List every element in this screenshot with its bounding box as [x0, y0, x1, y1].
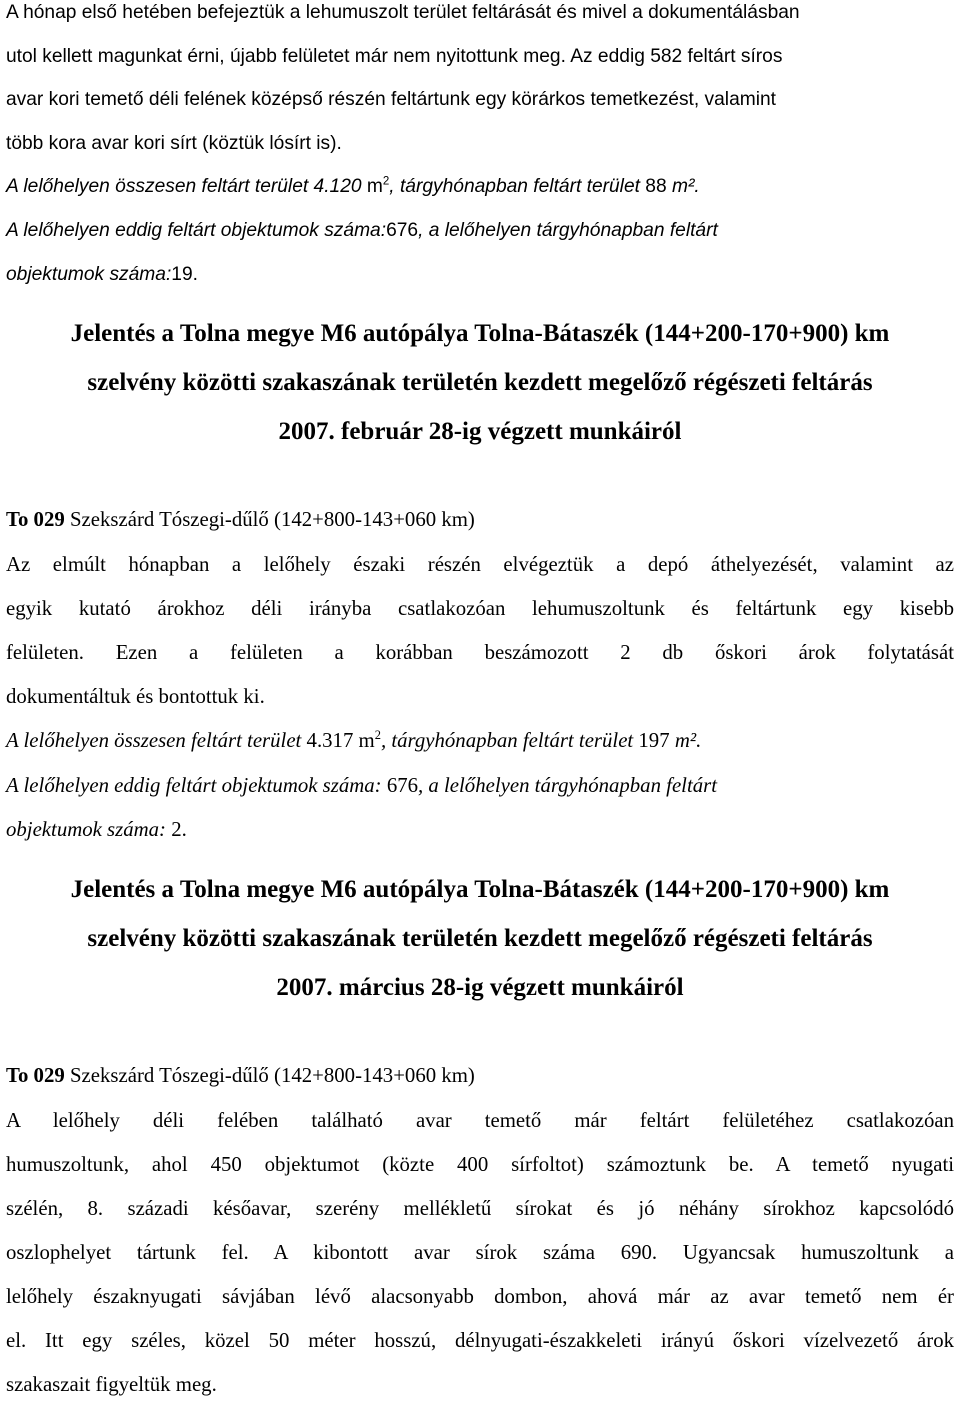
report-heading-line: szelvény közötti szakaszának területén kezdett megelőző régészeti feltárás — [87, 369, 873, 396]
text-line: Az elmúlt hónapban a lelőhely északi részén elvégeztük a depó áthelyezését, valamint az — [6, 553, 954, 576]
area-summary: A lelőhelyen összesen feltárt terület 4.317 $m^2$, tárgyhónapban feltárt terület 197 m². — [6, 728, 702, 752]
text-line: lelőhely északnyugati sávjában lévő alacsonyabb dombon, ahová már az avar temető nem ér — [6, 1285, 954, 1308]
text-line: humuszoltunk, ahol 450 objektumot (közte 400 sírfoltot) számoztunk be. A temető nyugati — [6, 1153, 954, 1176]
site-code: To 029 — [6, 1064, 65, 1087]
area-month-label: , tárgyhónapban feltárt terület — [389, 176, 640, 197]
text-line: A lelőhely déli felében található avar temető már feltárt felületéhez csatlakozóan — [6, 1109, 954, 1132]
text-line: szakaszait figyeltük meg. — [6, 1373, 217, 1396]
objects-month: 19 — [171, 264, 193, 285]
text-line: dokumentáltuk és bontottuk ki. — [6, 685, 265, 708]
report-heading-line: 2007. március 28-ig végzett munkáiról — [276, 974, 684, 1001]
report-heading-line: 2007. február 28-ig végzett munkáiról — [278, 418, 682, 445]
text-line: egyik kutató árokhoz déli irányba csatlakozóan lehumuszoltunk és feltártunk egy kisebb — [6, 597, 954, 620]
area-label: A lelőhelyen összesen feltárt terület 4.120 — [6, 176, 362, 197]
report-heading-line: Jelentés a Tolna megye M6 autópálya Tolna-Bátaszék (144+200-170+900) km — [70, 876, 890, 903]
site-name: Szekszárd Tószegi-dűlő (142+800-143+060 km) — [69, 1064, 475, 1087]
area-unit: $m^2$ — [366, 175, 390, 197]
objects-summary: A lelőhelyen eddig feltárt objektumok száma: 676, a lelőhelyen tárgyhónapban feltárt — [6, 774, 718, 797]
text-line: el. Itt egy széles, közel 50 méter hosszú, délnyugati-északkeleti irányú őskori vízelvezető árok — [6, 1329, 954, 1352]
area-unit: $m^2$ — [358, 728, 381, 752]
report-heading-line: szelvény közötti szakaszának területén kezdett megelőző régészeti feltárás — [87, 925, 873, 952]
objects-summary-cont: objektumok száma:19. — [6, 264, 198, 285]
site-title — [6, 1064, 954, 1088]
site-title — [6, 508, 954, 532]
text-line: A hónap első hetében befejeztük a lehumuszolt terület feltárását és mivel a dokumentálásban — [6, 2, 800, 23]
report-heading-line: Jelentés a Tolna megye M6 autópálya Tolna-Bátaszék (144+200-170+900) km — [70, 320, 890, 347]
objects-total: 676 — [386, 774, 419, 797]
text-line: avar kori temető déli felének középső részén feltártunk egy körárkos temetkezést, valamint — [6, 89, 776, 110]
text-line: oszlophelyet tártunk fel. A kibontott avar sírok száma 690. Ugyancsak humuszoltunk a — [6, 1241, 954, 1264]
objects-summary: A lelőhelyen eddig feltárt objektumok száma:676, a lelőhelyen tárgyhónapban feltárt — [6, 220, 718, 241]
objects-total: 676 — [386, 220, 419, 241]
objects-month: 2. — [171, 818, 187, 841]
text-line: utol kellett magunkat érni, újabb felületet már nem nyitottunk meg. Az eddig 582 feltárt síros — [6, 46, 783, 67]
site-code: To 029 — [6, 508, 65, 531]
text-line: felületen. Ezen a felületen a korábban beszámozott 2 db őskori árok folytatását — [6, 641, 954, 664]
area-month-value: 197 — [638, 729, 670, 752]
area-summary — [6, 176, 954, 198]
site-name: Szekszárd Tószegi-dűlő (142+800-143+060 km) — [69, 508, 475, 531]
text-line: több kora avar kori sírt (köztük lósírt is). — [6, 133, 342, 154]
area-total: 4.317 — [306, 729, 354, 752]
area-month-value: 88 — [645, 176, 667, 197]
text-line: szélén, 8. századi későavar, szerény mellékletű sírokat és jó néhány sírokhoz kapcsolódó — [6, 1197, 954, 1220]
area-month-unit: m². — [671, 176, 700, 197]
objects-summary-cont: objektumok száma: 2. — [6, 818, 187, 841]
